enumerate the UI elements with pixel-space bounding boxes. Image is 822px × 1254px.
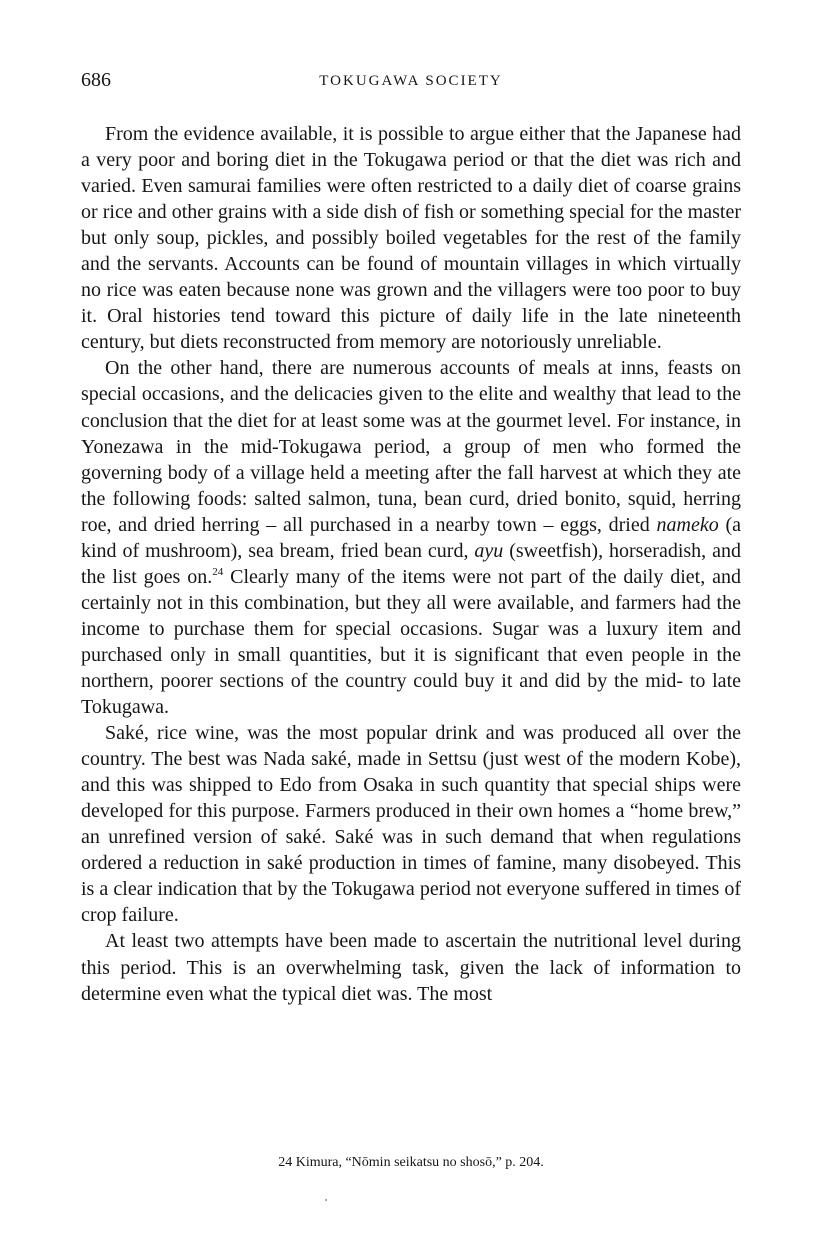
body-text (81, 121, 741, 1007)
paragraph-2-part-c: (sweetfish), horseradish, and the list goes on. (81, 539, 741, 588)
page-number: 686 (81, 69, 111, 91)
scan-speck (325, 1199, 327, 1201)
term-ayu: ayu (474, 539, 504, 562)
paragraph-4: At least two attempts have been made to ascertain the nutritional level during this period. This is an overwhelming task, given the lack of information to determine even what the typical diet was. The most (81, 930, 741, 1005)
paragraph-2-part-b: (a kind of mushroom), sea bream, fried bean curd, (81, 513, 741, 562)
running-head: TOKUGAWA SOCIETY (319, 73, 503, 89)
paragraph-2-part-a: On the other hand, there are numerous accounts of meals at inns, feasts on special occasions, and the delicacies given to the elite and wealthy that lead to the conclusion that the diet for at least some was at the gourmet level. For instance, in Yonezawa in the mid-Tokugawa period, a group of men who formed the governing body of a village held a meeting after the fall harvest at which they ate the following foods: salted salmon, tuna, bean curd, dried bonito, squid, herring roe, and dried herring – all purchased in a nearby town – eggs, dried (81, 357, 741, 536)
page-header (81, 69, 741, 99)
paragraph-2 (81, 355, 741, 720)
footnote: 24 Kimura, “Nōmin seikatsu no shosō,” p. 204. (278, 1155, 544, 1170)
paragraph-2-part-d: Clearly many of the items were not part of the daily diet, and certainly not in this combination, but they all were available, and farmers had the income to purchase them for special occasions. Sugar was a luxury item and purchased only in small quantities, but it is significant that even people in the northern, poorer sections of the country could buy it and did by the mid- to late Tokugawa. (81, 565, 742, 719)
footnote-reference: 24 (212, 565, 224, 578)
paragraph-1: From the evidence available, it is possible to argue either that the Japanese had a very poor and boring diet in the Tokugawa period or that the diet was rich and varied. Even samurai families were often restricted to a daily diet of coarse grains or rice and other grains with a side dish of fish or something special for the master but only soup, pickles, and possibly boiled vegetables for the rest of the family and the servants. Accounts can be found of mountain villages in which virtually no rice was eaten because none was grown and the villagers were too poor to buy it. Oral histories tend toward this picture of daily life in the late nineteenth century, but diets reconstructed from memory are notoriously unreliable. (81, 123, 741, 354)
term-nameko: nameko (656, 513, 719, 536)
paragraph-3: Saké, rice wine, was the most popular drink and was produced all over the country. The best was Nada saké, made in Settsu (just west of the modern Kobe), and this was shipped to Edo from Osaka in such quantity that special ships were developed for this purpose. Farmers produced in their own homes a “home brew,” an unrefined version of saké. Saké was in such demand that when regulations ordered a reduction in saké production in times of famine, many disobeyed. This is a clear indication that by the Tokugawa period not everyone suffered in times of crop failure. (81, 722, 741, 927)
